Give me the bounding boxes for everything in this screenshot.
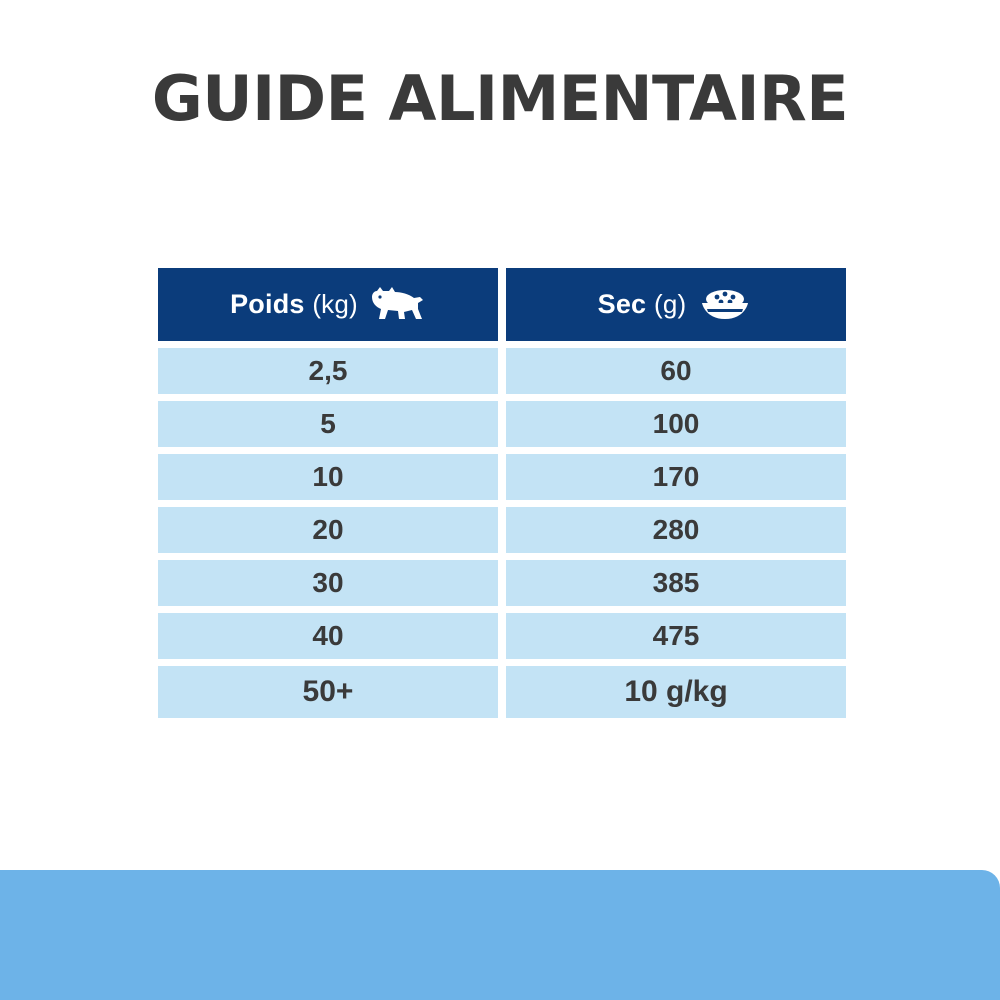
weight-header-text [230, 289, 358, 320]
dog-icon [368, 284, 426, 326]
dry-food-column [506, 268, 846, 718]
table-cell-weight: 5 [158, 401, 498, 447]
weight-column [158, 268, 498, 718]
food-bowl-icon [696, 284, 754, 326]
weight-header-unit: (kg) [312, 289, 358, 319]
table-cell-weight: 10 [158, 454, 498, 500]
table-cell-dry: 280 [506, 507, 846, 553]
table-cell-dry: 475 [506, 613, 846, 659]
weight-column-header [158, 268, 498, 341]
table-cell-weight: 30 [158, 560, 498, 606]
feeding-guide-table [158, 268, 846, 718]
table-cell-dry: 10 g/kg [506, 666, 846, 718]
dry-food-column-header [506, 268, 846, 341]
weight-header-label: Poids [230, 289, 305, 319]
table-cell-weight: 2,5 [158, 348, 498, 394]
dry-header-label: Sec [597, 289, 647, 319]
table-cell-dry: 170 [506, 454, 846, 500]
table-cell-dry: 60 [506, 348, 846, 394]
dry-header-unit: (g) [653, 289, 687, 319]
table-cell-weight: 20 [158, 507, 498, 553]
footer-band [0, 870, 1000, 1000]
table-cell-dry: 385 [506, 560, 846, 606]
table-cell-dry: 100 [506, 401, 846, 447]
page-title: GUIDE ALIMENTAIRE [151, 62, 849, 135]
table-cell-weight: 50+ [158, 666, 498, 718]
table-cell-weight: 40 [158, 613, 498, 659]
dry-header-text [598, 289, 687, 320]
